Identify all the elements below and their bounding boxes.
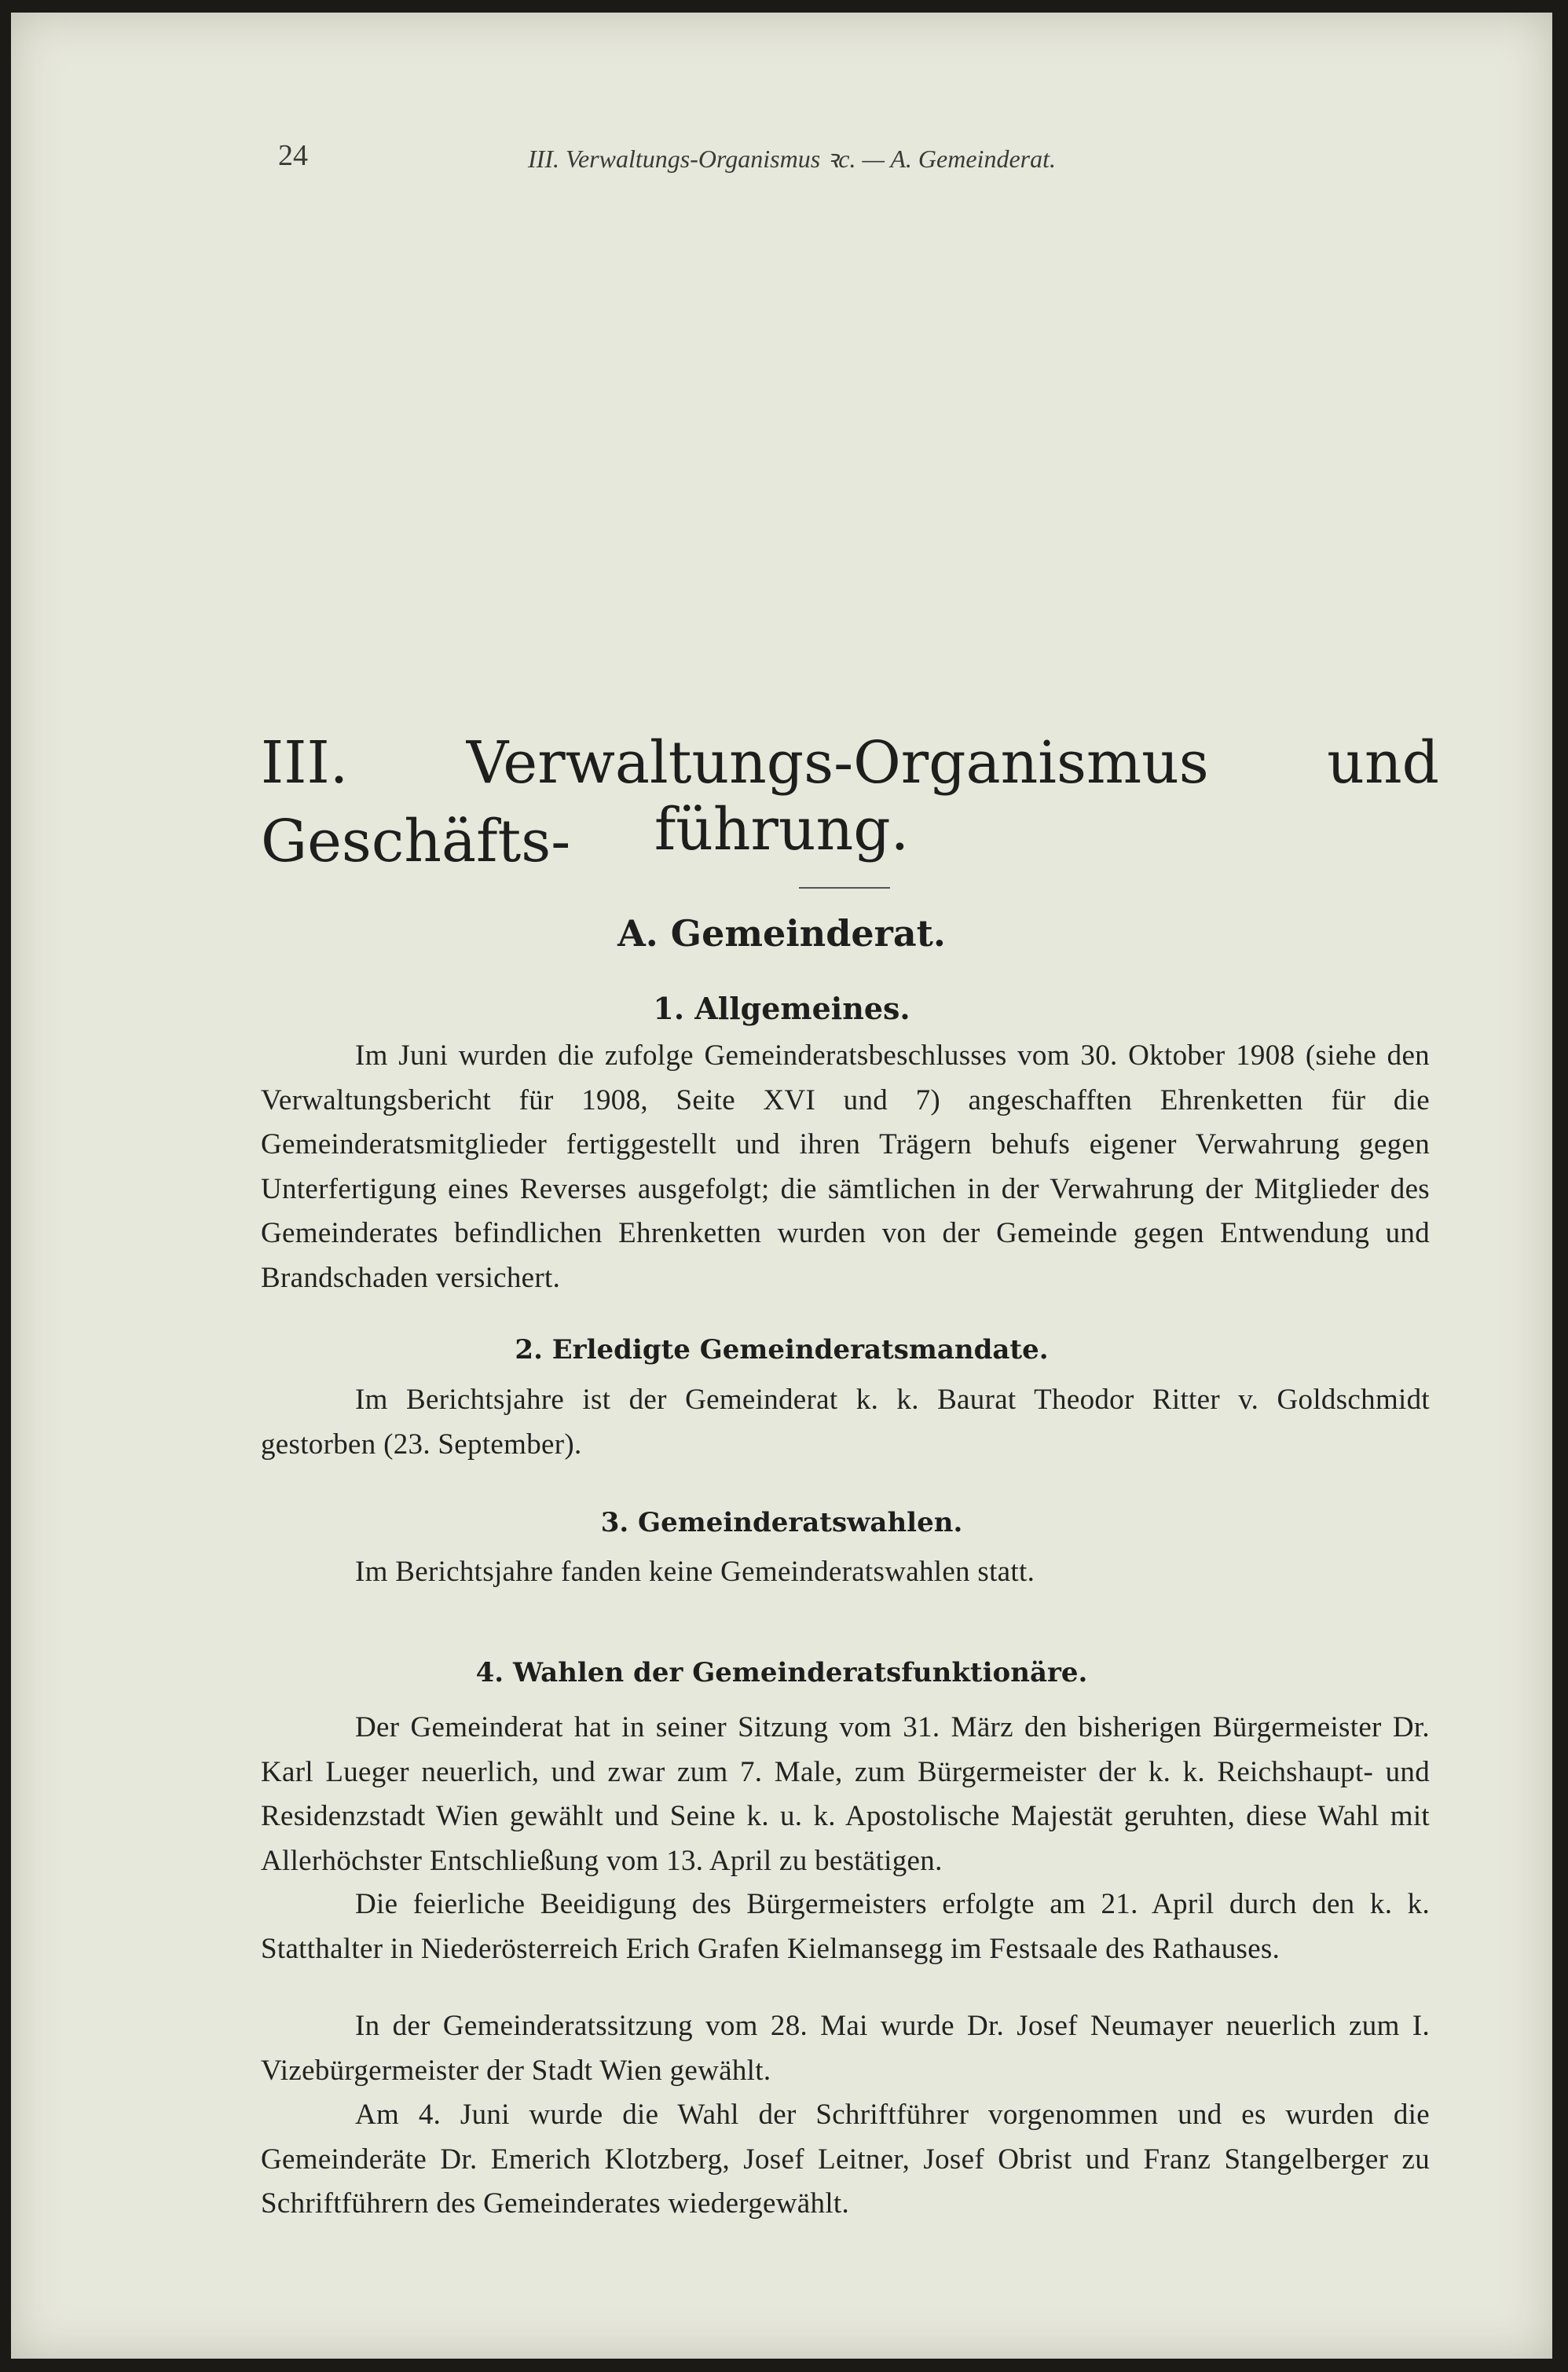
title-divider [799, 887, 890, 889]
paragraph: Im Juni wurden die zufolge Gemeinderatsbeschlusses vom 30. Oktober 1908 (siehe den Verwaltungsbericht für 1908, Seite XVI und 7) angeschafften Ehrenketten für die Gemeinderatsmitglieder fertiggestellt und ihren Trägern behufs eigener Verwahrung gegen Unterfertigung eines Reverses ausgefolgt; die sämtlichen in der Verwahrung der Mitglieder des Gemeinderates befindlichen Ehrenketten wurden von der Gemeinde gegen Entwendung und Brandschaden versichert. [261, 1039, 1430, 1294]
subsection-heading-allgemeines: 1. Allgemeines. [653, 991, 910, 1026]
paragraph: Der Gemeinderat hat in seiner Sitzung vom 31. März den bisherigen Bürgermeister Dr. Karl Lueger neuerlich, und zwar zum 7. Male, zum Bürgermeister der k. k. Reichshaupt- und Residenzstadt Wien gewählt und Seine k. u. k. Apostolische Majestät geruhten, diese Wahl mit Allerhöchster Entschließung vom 13. April zu bestätigen. [261, 1711, 1430, 1877]
paragraph: Die feierliche Beeidigung des Bürgermeisters erfolgte am 21. April durch den k. k. Statthalter in Niederösterreich Erich Grafen Kielmansegg im Festsaale des Rathauses. [261, 1888, 1430, 1965]
paragraph: In der Gemeinderatssitzung vom 28. Mai wurde Dr. Josef Neumayer neuerlich zum I. Vizebürgermeister der Stadt Wien gewählt. [261, 2010, 1430, 2087]
chapter-title: III. Verwaltungs-Organismus und Geschäfts- [261, 729, 1439, 875]
chapter-title-continuation: führung. [654, 796, 910, 863]
subsection-heading-wahlen: 3. Gemeinderatswahlen. [600, 1507, 963, 1538]
document-page [11, 13, 1552, 2359]
paragraph: Im Berichtsjahre ist der Gemeinderat k. k. Baurat Theodor Ritter v. Goldschmidt gestorben (23. September). [261, 1384, 1430, 1461]
page-header [261, 132, 1384, 179]
page-number: 24 [278, 139, 308, 172]
paragraph: Am 4. Juni wurde die Wahl der Schriftführer vorgenommen und es wurden die Gemeinderäte Dr. Emerich Klotzberg, Josef Leitner, Josef Obrist und Franz Stangelberger zu Schriftführern des Gemeinderates wiedergewählt. [261, 2099, 1430, 2220]
running-head: III. Verwaltungs-Organismus ꝛc. — A. Gemeinderat. [528, 145, 1056, 173]
paragraph: Im Berichtsjahre fanden keine Gemeinderatswahlen statt. [355, 1556, 1035, 1588]
subsection-heading-mandate: 2. Erledigte Gemeinderatsmandate. [515, 1334, 1049, 1366]
subsection-heading-funktionaere: 4. Wahlen der Gemeinderatsfunktionäre. [475, 1657, 1088, 1688]
section-heading-gemeinderat: A. Gemeinderat. [617, 912, 946, 955]
